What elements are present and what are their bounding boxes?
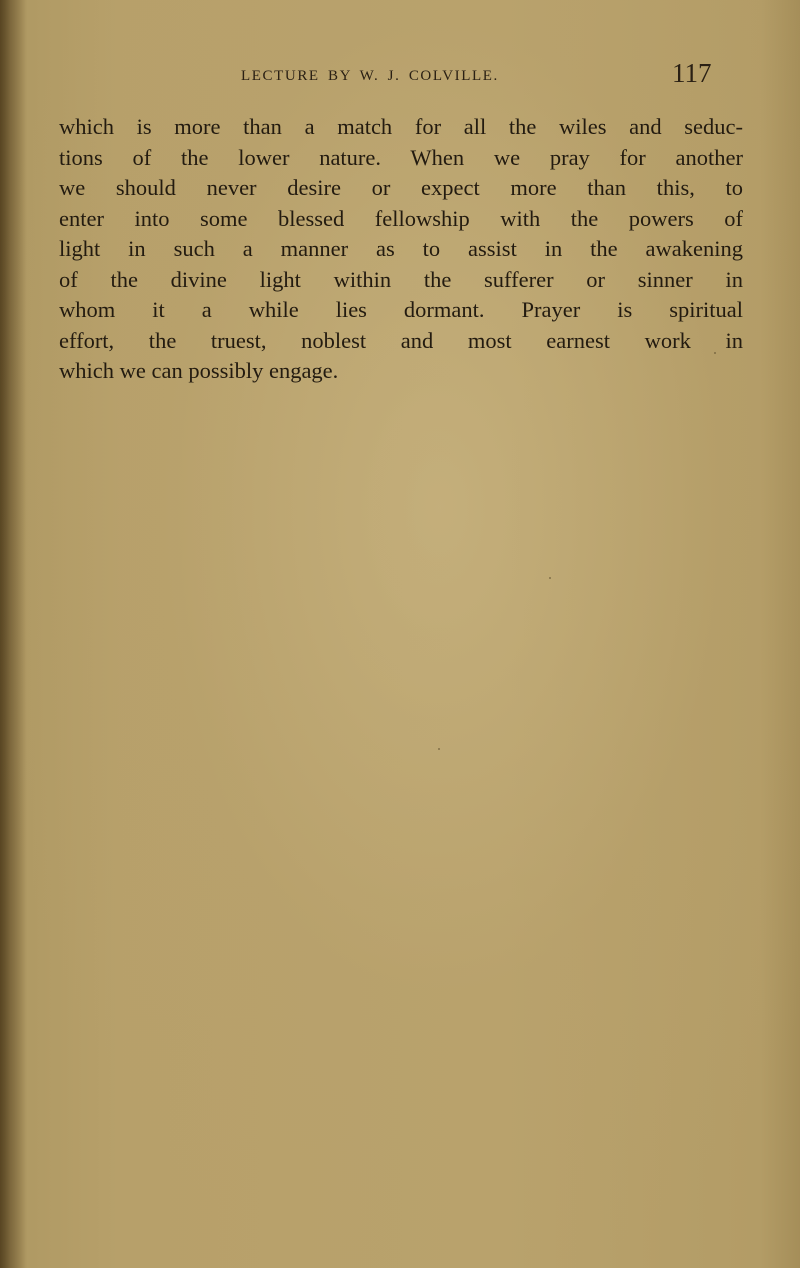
body-paragraph xyxy=(59,112,743,387)
text-line: light in such a manner as to assist in the awakening xyxy=(59,236,743,261)
text-line: enter into some blessed fellowship with the powers of xyxy=(59,205,743,231)
text-line: which we can possibly engage. xyxy=(59,358,339,383)
page-number: 117 xyxy=(672,58,712,88)
running-head xyxy=(0,58,800,94)
running-title: LECTURE BY W. J. COLVILLE. xyxy=(241,68,499,84)
text-line: of the divine light within the sufferer or sinner in xyxy=(59,266,743,292)
paper-speck xyxy=(714,352,716,354)
paper-speck xyxy=(549,577,551,579)
text-line: effort, the truest, noblest and most earnest work in xyxy=(59,327,743,353)
text-line: tions of the lower nature. When we pray for another xyxy=(59,144,743,170)
text-line: which is more than a match for all the wiles and seduc- xyxy=(59,114,743,139)
text-line: we should never desire or expect more than this, to xyxy=(59,175,743,200)
gutter-shadow xyxy=(0,0,26,1268)
paper-speck xyxy=(438,748,440,750)
text-line: whom it a while lies dormant. Prayer is spiritual xyxy=(59,297,743,322)
